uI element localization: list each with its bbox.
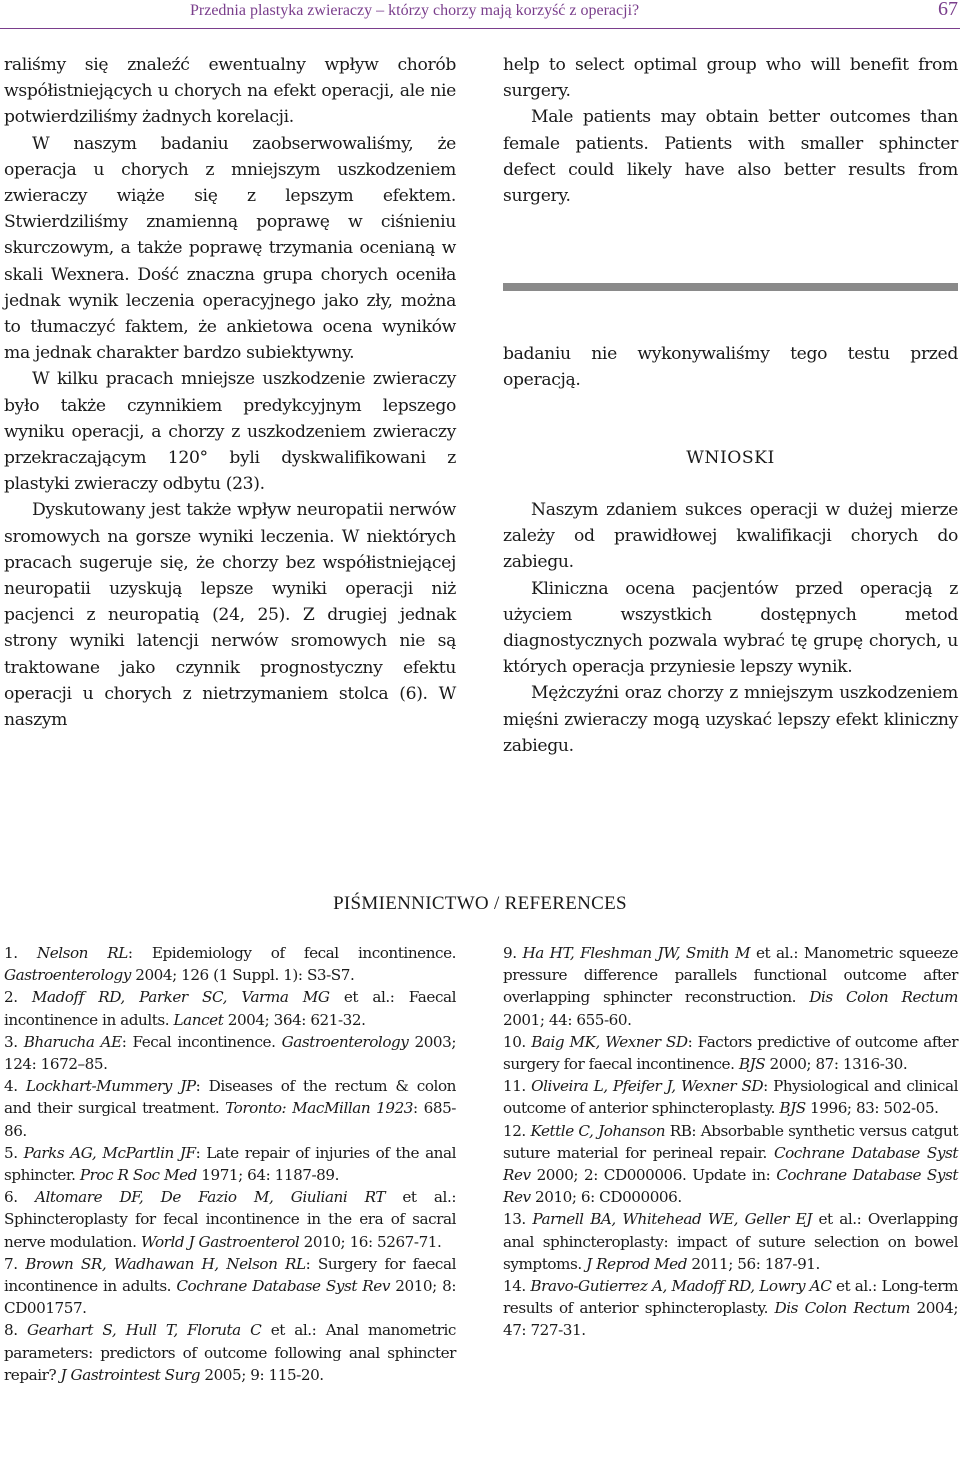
reference-item: 11. Oliveira L, Pfeifer J, Wexner SD: Physiological and clinical outcome of anterior sphincteroplasty. BJS 1996; 83: 502-05.: [503, 1077, 958, 1118]
reference-item: 13. Parnell BA, Whitehead WE, Geller EJ et al.: Overlapping anal sphincteroplasty: impact of suture selection on bowel symptoms. J Reprod Med 2011; 56: 187-91.: [503, 1210, 958, 1273]
references-right-column: [503, 942, 958, 1342]
paragraph: Male patients may obtain better outcomes than female patients. Patients with smaller sphincter defect could likely have also better results from surgery.: [503, 107, 958, 207]
right-column-continuation: [503, 341, 958, 393]
paragraph: help to select optimal group who will benefit from surgery.: [503, 55, 958, 102]
reference-item: 1. Nelson RL: Epidemiology of fecal incontinence. Gastroenterology 2004; 126 (1 Suppl. 1): S3-S7.: [4, 944, 457, 985]
paragraph: raliśmy się znaleźć ewentualny wpływ chorób współistniejących u chorych na efekt operacji, ale nie potwierdziliśmy żadnych korelacji.: [4, 55, 456, 128]
reference-item: 4. Lockhart-Mummery JP: Diseases of the rectum & colon and their surgical treatment. Toronto: MacMillan 1923: 685-86.: [4, 1077, 456, 1140]
reference-item: 3. Bharucha AE: Fecal incontinence. Gastroenterology 2003; 124: 1672–85.: [4, 1032, 457, 1074]
reference-item: 2. Madoff RD, Parker SC, Varma MG et al.: Faecal incontinence in adults. Lancet 2004; 364: 621-32.: [4, 988, 457, 1029]
reference-item: 10. Baig MK, Wexner SD: Factors predictive of outcome after surgery for faecal incontinence. BJS 2000; 87: 1316-30.: [503, 1032, 958, 1074]
reference-item: 5. Parks AG, McPartlin JF: Late repair of injuries of the anal sphincter. Proc R Soc Med 1971; 64: 1187-89.: [4, 1143, 457, 1185]
paragraph: Kliniczna ocena pacjentów przed operacją z użyciem wszystkich dostępnych metod diagnostycznych pozwala wybrać tę grupę chorych, u których operacja przyniesie lepszy wynik.: [503, 578, 958, 678]
section-divider-bar: [503, 283, 958, 291]
reference-item: 9. Ha HT, Fleshman JW, Smith M et al.: Manometric squeeze pressure difference parallels functional outcome after overlapping sphincter reconstruction. Dis Colon Rectum 2001; 44: 655-60.: [503, 944, 959, 1029]
conclusions-heading: WNIOSKI: [686, 448, 775, 468]
english-abstract-fragment: [503, 52, 958, 209]
page-header: [0, 0, 960, 28]
references-left-column: [4, 942, 456, 1386]
paragraph: badaniu nie wykonywaliśmy tego testu przed operacją.: [503, 344, 958, 391]
page-number: 67: [938, 0, 958, 20]
paragraph: W naszym badaniu zaobserwowaliśmy, że operacja u chorych z mniejszym uszkodzeniem zwieraczy wiąże się z lepszym efektem. Stwierdziliśmy znamienną poprawę w ciśnieniu skurczowym, a także poprawę trzymania ocenianą w skali Wexnera. Dość znaczna grupa chorych oceniła jednak wynik leczenia operacyjnego jako zły, można to tłumaczyć faktem, że ankietowa ocena wyników ma jednak charakter bardzo subiektywny.: [4, 133, 456, 364]
paragraph: Mężczyźni oraz chorzy z mniejszym uszkodzeniem mięśni zwieraczy mogą uzyskać lepszy efekt kliniczny zabiegu.: [503, 683, 958, 756]
paragraph: Naszym zdaniem sukces operacji w dużej mierze zależy od prawidłowej kwalifikacji chorych do zabiegu.: [503, 500, 958, 573]
reference-item: 7. Brown SR, Wadhawan H, Nelson RL: Surgery for faecal incontinence in adults. Cochrane Database Syst Rev 2010; 8: CD001757.: [4, 1254, 457, 1318]
running-title: Przednia plastyka zwieraczy – którzy chorzy mają korzyść z operacji?: [190, 2, 640, 19]
references-heading: PIŚMIENNICTWO / REFERENCES: [333, 893, 627, 914]
reference-item: 12. Kettle C, Johanson RB: Absorbable synthetic versus catgut suture material for perineal repair. Cochrane Database Syst Rev 2000; 2: CD000006. Update in: Cochrane Database Syst Rev 2010; 6: CD000006.: [503, 1121, 958, 1207]
paragraph: W kilku pracach mniejsze uszkodzenie zwieraczy było także czynnikiem predykcyjnym lepszego wyniku operacji, a chorzy z uszkodzeniem zwieraczy przekraczającym 120° byli dyskwalifikowani z plastyki zwieraczy odbytu (23).: [4, 369, 456, 495]
reference-item: 6. Altomare DF, De Fazio M, Giuliani RT et al.: Sphincteroplasty for fecal incontinence in the era of sacral nerve modulation. World J Gastroenterol 2010; 16: 5267-71.: [4, 1188, 456, 1251]
reference-item: 14. Bravo-Gutierrez A, Madoff RD, Lowry AC et al.: Long-term results of anterior sphincteroplasty. Dis Colon Rectum 2004; 47: 727-31.: [503, 1277, 959, 1340]
header-rule: [0, 28, 960, 29]
paragraph: Dyskutowany jest także wpływ neuropatii nerwów sromowych na gorsze wyniki leczenia. W niektórych pracach sugeruje się, że chorzy bez współistniejącej neuropatii uzyskują lepsze wyniki operacji niż pacjenci z neuropatią (24, 25). Z drugiej jednak strony wyniki latencji nerwów sromowych nie są traktowane jako czynnik prognostyczny efektu operacji u chorych z nietrzymaniem stolca (6). W naszym: [4, 500, 456, 731]
reference-item: 8. Gearhart S, Hull T, Floruta C et al.: Anal manometric parameters: predictors of outcome following anal sphincter repair? J Gastrointest Surg 2005; 9: 115-20.: [4, 1321, 456, 1384]
left-column-text: [4, 52, 456, 733]
conclusions-text: [503, 497, 958, 759]
